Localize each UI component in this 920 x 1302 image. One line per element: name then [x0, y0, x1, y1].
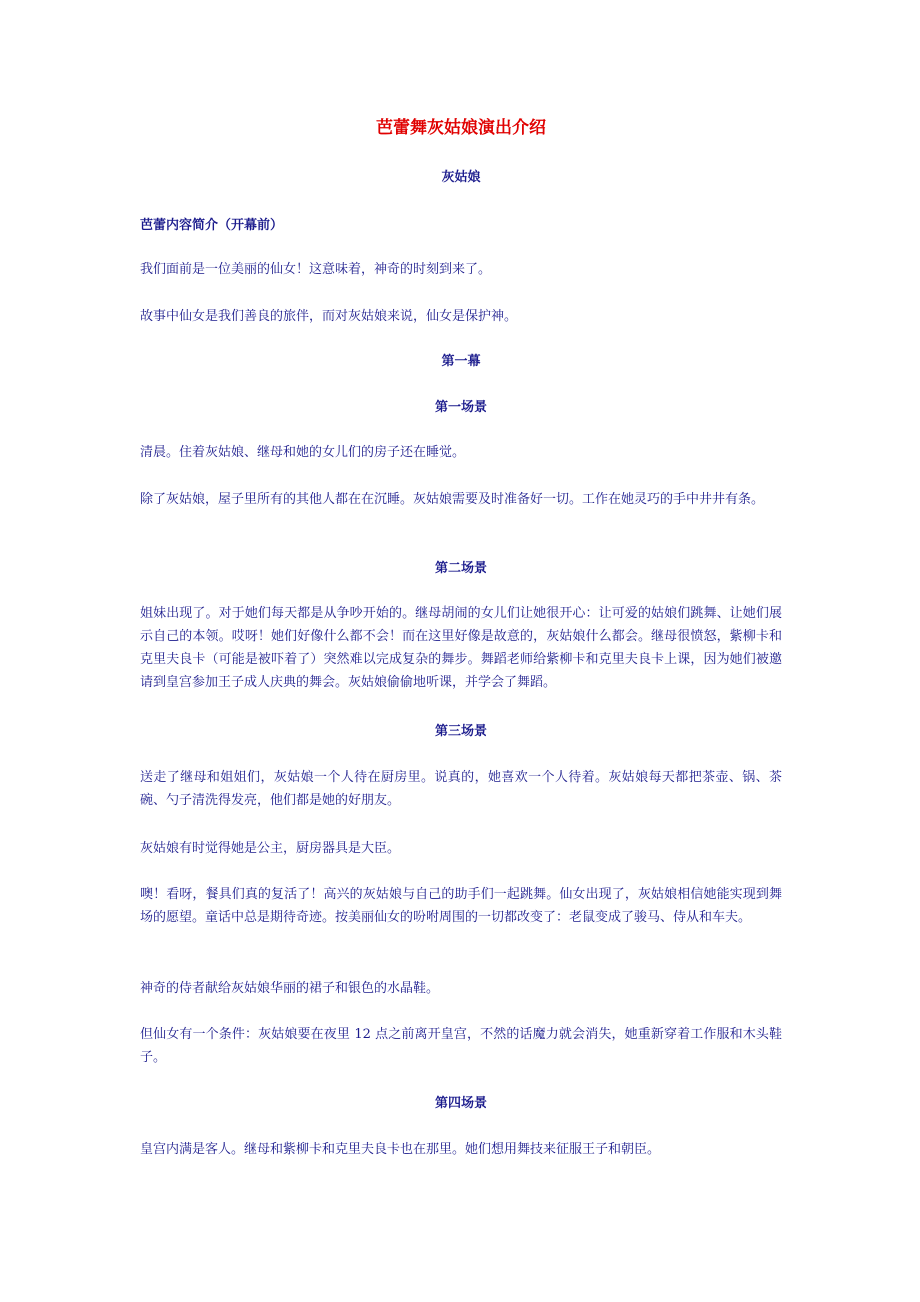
act-heading: 第一幕	[441, 354, 481, 369]
scene-paragraph: 姐妹出现了。对于她们每天都是从争吵开始的。继母胡闹的女儿们让她很开心：让可爱的姑娘们跳舞、让她们展示自己的本领。哎呀！她们好像什么都不会！而在这里好像是故意的，灰姑娘什么都会。继母很愤怒，紫柳卡和克里夫良卡（可能是被吓着了）突然难以完成复杂的舞步。舞蹈老师给紫柳卡和克里夫良卡上课，因为她们被邀请到皇宫参加王子成人庆典的舞会。灰姑娘偷偷地听课，并学会了舞蹈。	[140, 606, 782, 690]
scene-paragraph: 灰姑娘有时觉得她是公主，厨房器具是大臣。	[140, 841, 401, 856]
intro-paragraph: 我们面前是一位美丽的仙女！这意味着，神奇的时刻到来了。	[140, 262, 492, 277]
intro-heading: 芭蕾内容简介（开幕前）	[140, 218, 284, 233]
document-subtitle: 灰姑娘	[441, 170, 481, 185]
scene-heading: 第三场景	[434, 724, 487, 739]
scene-paragraph: 清晨。住着灰姑娘、继母和她的女儿们的房子还在睡觉。	[140, 445, 466, 460]
scene-heading: 第一场景	[434, 400, 487, 415]
scene-paragraph: 神奇的侍者献给灰姑娘华丽的裙子和银色的水晶鞋。	[140, 981, 440, 996]
scene-paragraph: 除了灰姑娘，屋子里所有的其他人都在在沉睡。灰姑娘需要及时准备好一切。工作在她灵巧的手中井井有条。	[140, 492, 765, 507]
document-title: 芭蕾舞灰姑娘演出介绍	[376, 118, 546, 138]
scene-paragraph: 但仙女有一个条件：灰姑娘要在夜里 12 点之前离开皇宫，不然的话魔力就会消失，她重新穿着工作服和木头鞋子。	[140, 1027, 782, 1065]
scene-paragraph: 噢！看呀，餐具们真的复活了！高兴的灰姑娘与自己的助手们一起跳舞。仙女出现了，灰姑娘相信她能实现到舞场的愿望。童话中总是期待奇迹。按美丽仙女的吩咐周围的一切都改变了：老鼠变成了骏马、侍从和车夫。	[140, 887, 782, 925]
scene-paragraph: 送走了继母和姐姐们，灰姑娘一个人待在厨房里。说真的，她喜欢一个人待着。灰姑娘每天都把茶壶、锅、茶碗、勺子清洗得发亮，他们都是她的好朋友。	[140, 770, 782, 808]
scene-heading: 第二场景	[434, 561, 487, 576]
scene-paragraph: 皇宫内满是客人。继母和紫柳卡和克里夫良卡也在那里。她们想用舞技来征服王子和朝臣。	[140, 1142, 661, 1157]
scene-heading: 第四场景	[434, 1096, 487, 1111]
intro-paragraph: 故事中仙女是我们善良的旅伴，而对灰姑娘来说，仙女是保护神。	[140, 309, 518, 324]
